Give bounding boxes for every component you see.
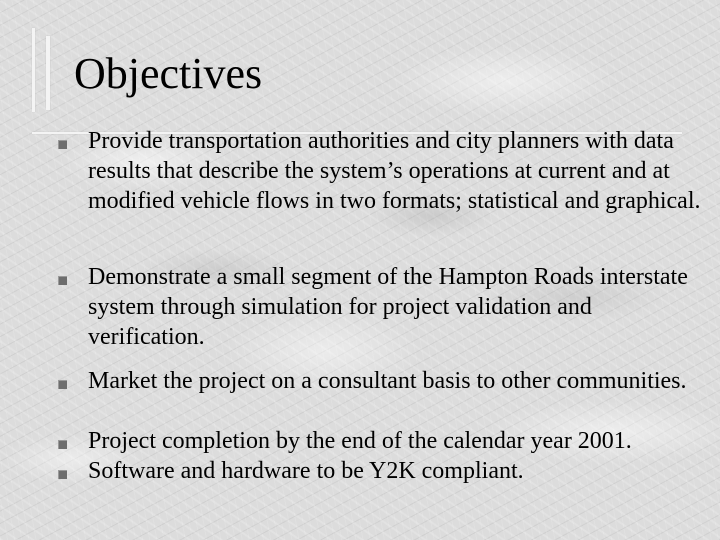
title-frame-left-inner (46, 36, 50, 110)
square-bullet-icon (58, 440, 67, 449)
title-frame-left-outer (32, 28, 35, 112)
square-bullet-icon (58, 276, 67, 285)
slide-title: Objectives (74, 49, 263, 98)
bullet-text: Market the project on a consultant basis to other communities. (88, 368, 687, 394)
bullet-text: Software and hardware to be Y2K compliant. (88, 458, 524, 484)
bullet-text: Demonstrate a small segment of the Hampton Roads interstate system through simulation for project validation and verification. (88, 264, 688, 350)
square-bullet-icon (58, 470, 67, 479)
square-bullet-icon (58, 140, 67, 149)
bullet-text: Provide transportation authorities and city planners with data results that describe the system’s operations at current and at modified vehicle flows in two formats; statistical and graphical. (88, 128, 701, 214)
square-bullet-icon (58, 380, 67, 389)
bullet-text: Project completion by the end of the calendar year 2001. (88, 428, 632, 454)
